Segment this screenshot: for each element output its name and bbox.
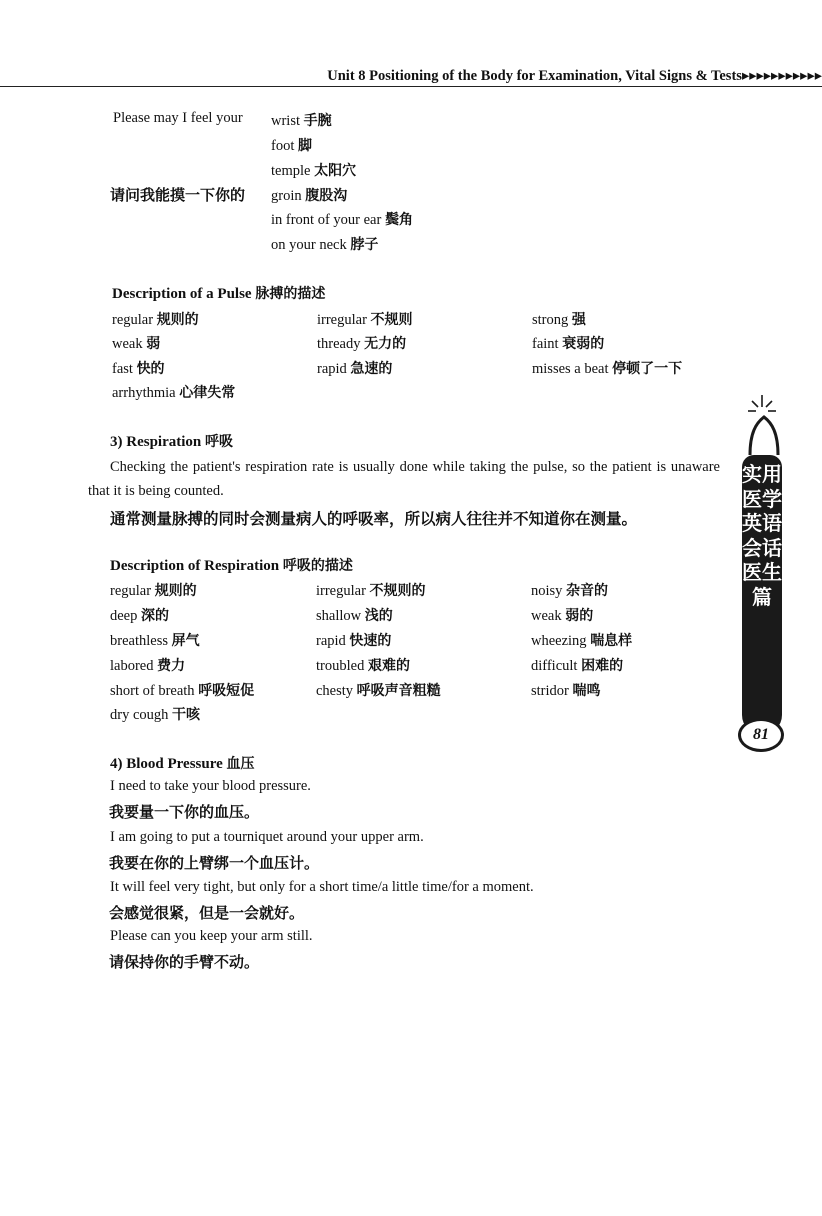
term: irregular 不规则 xyxy=(317,312,413,328)
term: irregular 不规则的 xyxy=(316,583,426,599)
pulse-site-item: temple 太阳穴 xyxy=(271,163,357,179)
term: short of breath 呼吸短促 xyxy=(110,683,255,699)
bp-line-zh: 我要在你的上臂绑一个血压计。 xyxy=(109,854,320,872)
respiration-description-title: Description of Respiration 呼吸的描述 xyxy=(110,558,353,574)
page-number: 81 xyxy=(738,718,784,752)
pulse-site-lead xyxy=(113,110,243,127)
bp-line-en: I need to take your blood pressure. xyxy=(110,778,311,794)
term: noisy 杂音的 xyxy=(531,583,609,599)
term: shallow 浅的 xyxy=(316,608,393,624)
term: arrhythmia 心律失常 xyxy=(112,385,236,401)
header-arrows: ▸▸▸▸▸▸▸▸▸▸▸ xyxy=(741,68,822,84)
term: deep 深的 xyxy=(110,608,169,624)
side-tab-text: 实用医学英语会话 医生篇 xyxy=(742,462,782,609)
term: thready 无力的 xyxy=(317,336,407,352)
term: regular 规则的 xyxy=(112,312,199,328)
header-rule xyxy=(0,86,822,87)
term: weak 弱 xyxy=(112,336,161,352)
term: rapid 快速的 xyxy=(316,633,392,649)
term: faint 衰弱的 xyxy=(532,336,605,352)
respiration-heading: 3) Respiration 呼吸 xyxy=(110,434,233,450)
pulse-site-item: on your neck 脖子 xyxy=(271,237,379,253)
pulse-site-item: groin 腹股沟 xyxy=(271,188,348,204)
respiration-paragraph-zh: 通常测量脉搏的同时会测量病人的呼吸率，所以病人往往并不知道你在测量。 xyxy=(110,510,638,528)
blood-pressure-heading: 4) Blood Pressure 血压 xyxy=(110,756,255,772)
term: fast 快的 xyxy=(112,361,165,377)
respiration-paragraph: Checking the patient's respiration rate is usually done while taking the pulse, so the patient is unaware that it is being counted. xyxy=(88,459,720,499)
term: wheezing 喘息样 xyxy=(531,633,633,649)
term: chesty 呼吸声音粗糙 xyxy=(316,683,441,699)
running-title: Unit 8 Positioning of the Body for Examination, Vital Signs & Tests xyxy=(327,68,742,84)
term: labored 费力 xyxy=(110,658,186,674)
term: breathless 屏气 xyxy=(110,633,200,649)
pulse-site-item: wrist 手腕 xyxy=(271,113,332,129)
term: stridor 喘鸣 xyxy=(531,683,601,699)
term: strong 强 xyxy=(532,312,586,328)
pulse-lead-zh: 请问我能摸一下你的 xyxy=(110,186,246,204)
bp-line-en: I am going to put a tourniquet around your upper arm. xyxy=(110,829,424,845)
bp-line-zh: 请保持你的手臂不动。 xyxy=(109,953,260,971)
term: regular 规则的 xyxy=(110,583,197,599)
pulse-site-item: in front of your ear 鬓角 xyxy=(271,212,413,228)
term: misses a beat 停顿了一下 xyxy=(532,361,683,377)
pulse-site-item: foot 脚 xyxy=(271,138,312,154)
sparkle-bookmark-icon xyxy=(742,393,790,459)
term: difficult 困难的 xyxy=(531,658,624,674)
term: troubled 艰难的 xyxy=(316,658,410,674)
term: dry cough 干咳 xyxy=(110,707,201,723)
running-header xyxy=(327,67,822,85)
term: rapid 急速的 xyxy=(317,361,393,377)
bp-line-zh: 我要量一下你的血压。 xyxy=(109,803,260,821)
term: weak 弱的 xyxy=(531,608,594,624)
bp-line-zh: 会感觉很紧，但是一会就好。 xyxy=(109,904,305,922)
bp-line-en: It will feel very tight, but only for a short time/a little time/for a moment. xyxy=(110,879,534,895)
bp-line-en: Please can you keep your arm still. xyxy=(110,928,313,944)
pulse-lead-en: Please may I feel your xyxy=(113,110,243,126)
pulse-description-title: Description of a Pulse 脉搏的描述 xyxy=(112,286,326,302)
